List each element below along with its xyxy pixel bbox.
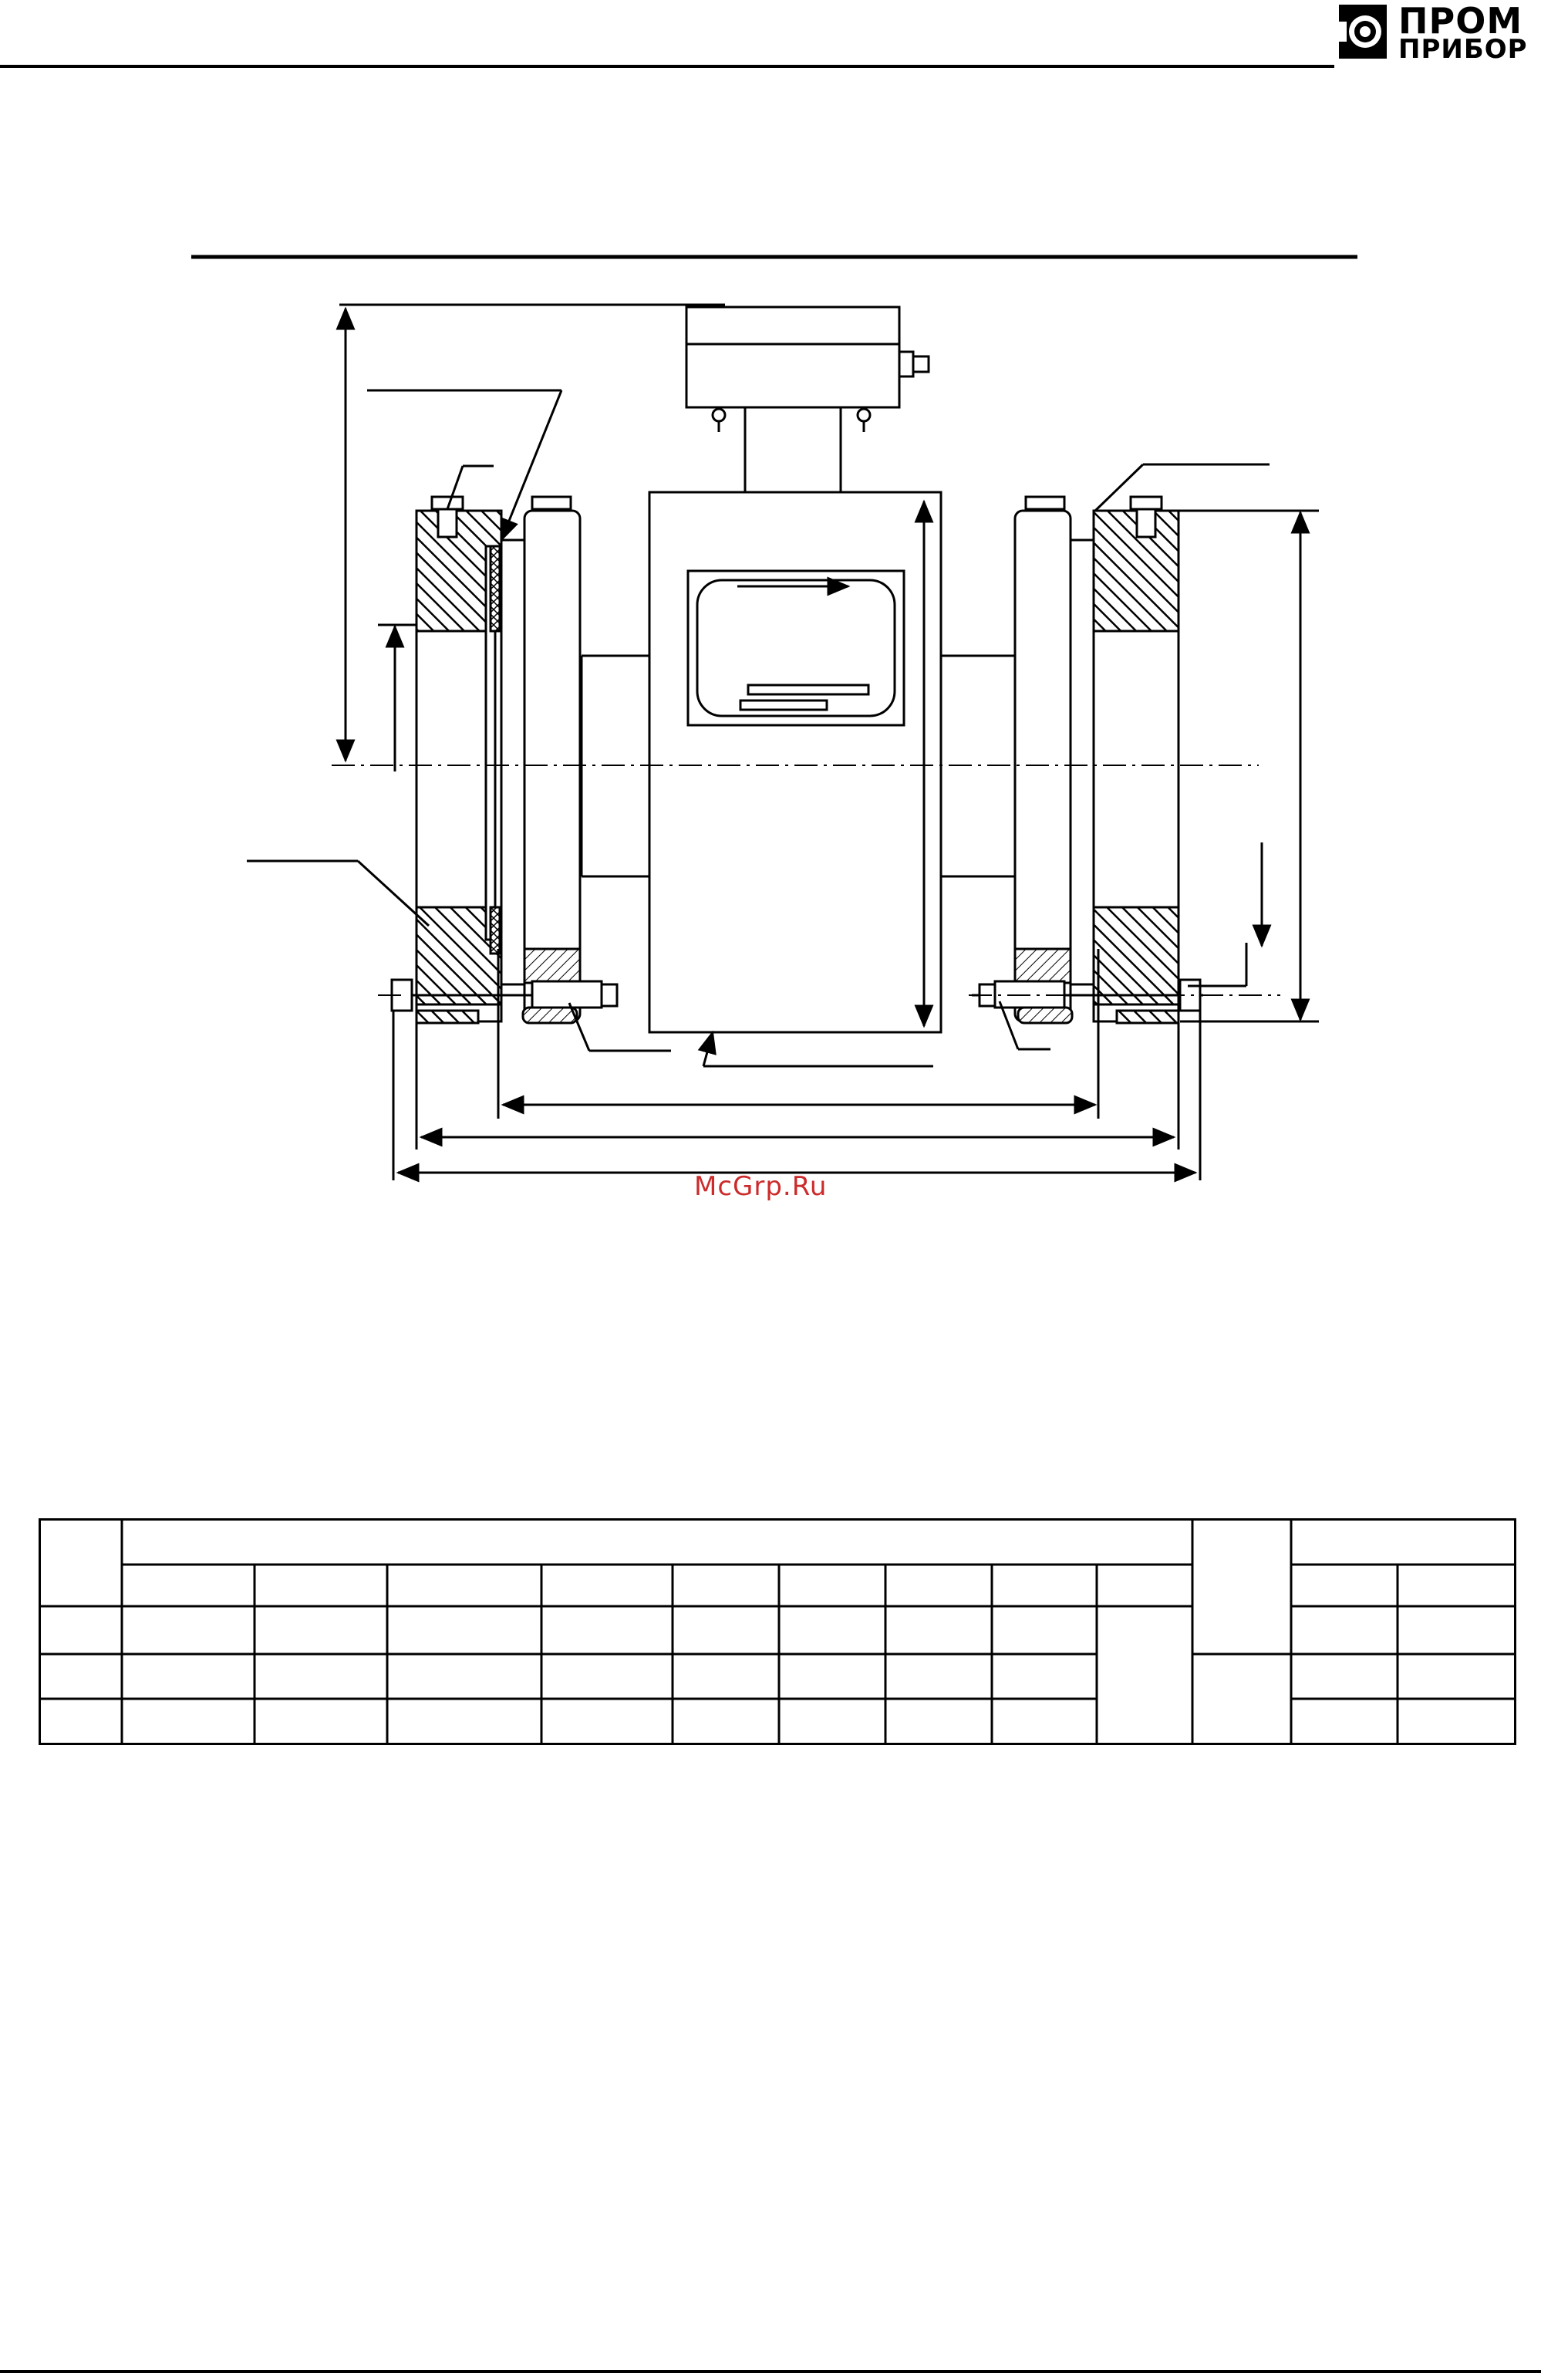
logo-text-line1: ПРОМ xyxy=(1398,0,1523,42)
prompribor-logo-icon xyxy=(1334,0,1396,65)
footer-rule xyxy=(0,2370,1541,2373)
header-rule xyxy=(0,65,1334,68)
watermark: McGrp.Ru xyxy=(694,1171,828,1202)
logo-text-line2: ПРИБОР xyxy=(1398,34,1528,65)
company-logo xyxy=(1334,0,1541,65)
dimensions-table xyxy=(39,1518,1516,1745)
flowmeter-installation-drawing xyxy=(0,231,1541,1227)
